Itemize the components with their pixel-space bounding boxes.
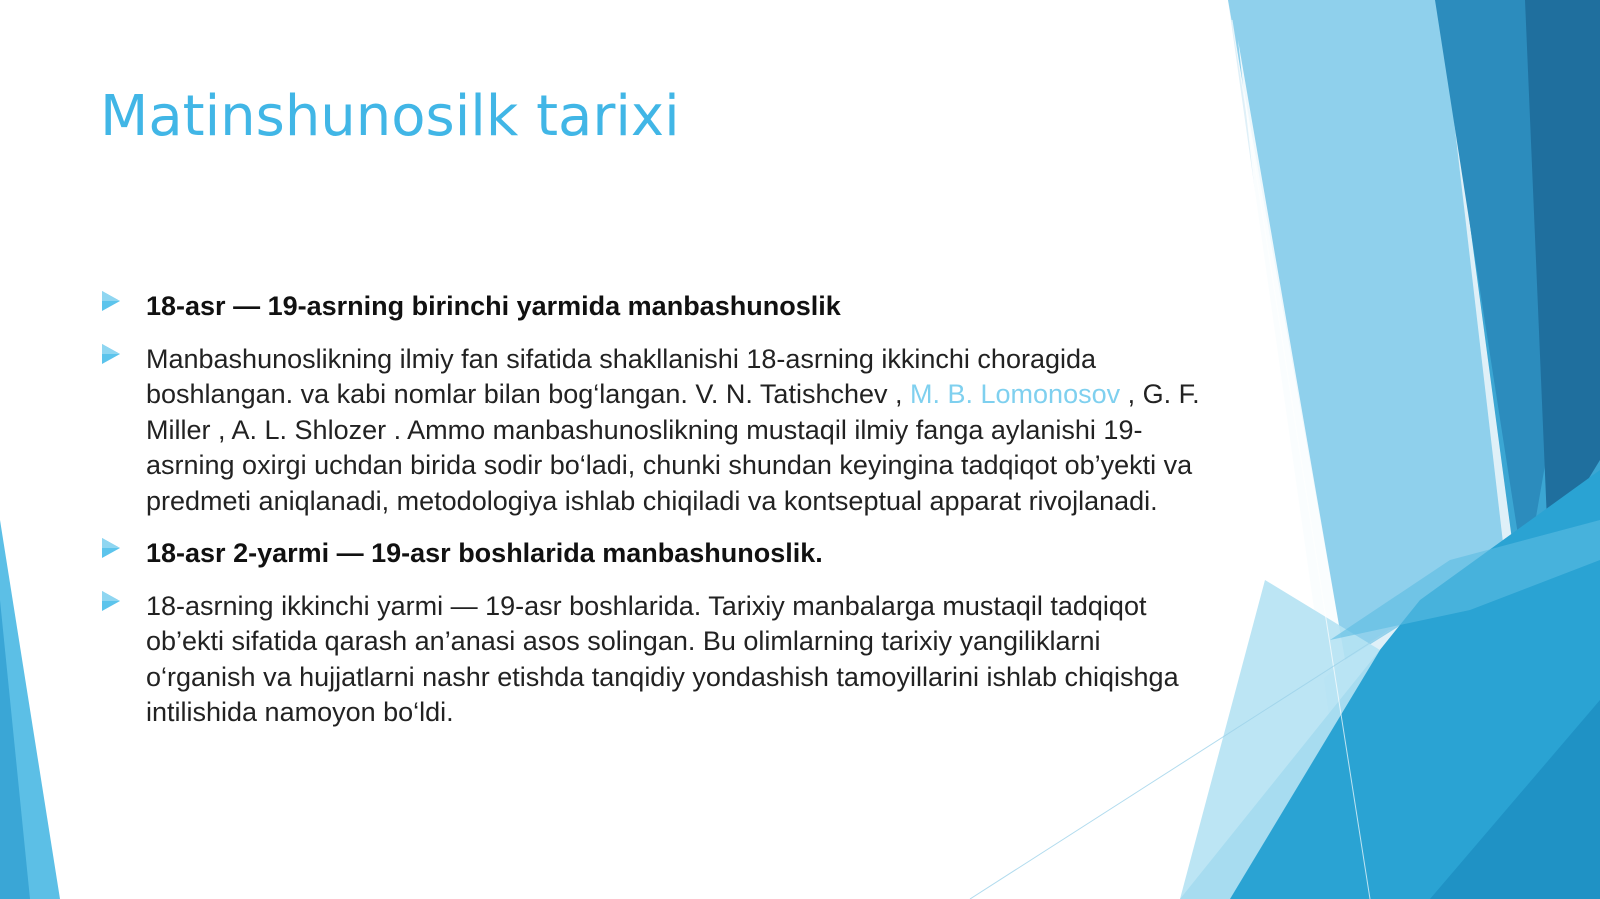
triangle-bullet-icon xyxy=(102,344,120,364)
bullet-text-before: Manbashunoslikning ilmiy fan sifatida shakllanishi 18-asrning ikkinchi choragida boshlangan. va kabi nomlar bilan bog‘langan. V. N. Tatishchev , xyxy=(146,343,1097,409)
triangle-bullet-icon xyxy=(102,591,120,611)
bullet-list xyxy=(100,289,1210,748)
lomonosov-link[interactable]: M. B. Lomonosov xyxy=(910,379,1121,409)
slide-title: Matinshunosilk tarixi xyxy=(100,84,680,149)
bullet-text: 18-asr — 19-asrning birinchi yarmida manbashunoslik xyxy=(146,291,841,321)
bullet-text: 18-asrning ikkinchi yarmi — 19-asr boshlarida. Tarixiy manbalarga mustaqil tadqiqot ob’ekti sifatida qarash an’anasi asos solingan. Bu olimlarning tarixiy yangiliklarni o‘rganish va hujjatlarni nashr etishda tanqidiy yondashish tamoyillarini ishlab chiqishga intilishida namoyon bo‘ldi. xyxy=(146,590,1179,727)
bullet-text-after: , G. F. Miller , A. L. Shlozer . Ammo manbashunoslikning mustaqil ilmiy fanga aylanishi 19-asrning oxirgi uchdan birida sodir bo‘ladi, chunki shundan keyingina tadqiqot ob’yekti va predmeti aniqlanadi, metodologiya ishlab chiqiladi va kontseptual apparat rivojlanadi. xyxy=(146,379,1200,516)
bullet-item xyxy=(100,289,1210,325)
bullet-item xyxy=(100,589,1210,731)
bullet-text: 18-asr 2-yarmi — 19-asr boshlarida manbashunoslik. xyxy=(146,538,823,568)
triangle-bullet-icon xyxy=(102,538,120,558)
bullet-item xyxy=(100,536,1210,572)
bullet-item xyxy=(100,342,1210,520)
triangle-bullet-icon xyxy=(102,291,120,311)
